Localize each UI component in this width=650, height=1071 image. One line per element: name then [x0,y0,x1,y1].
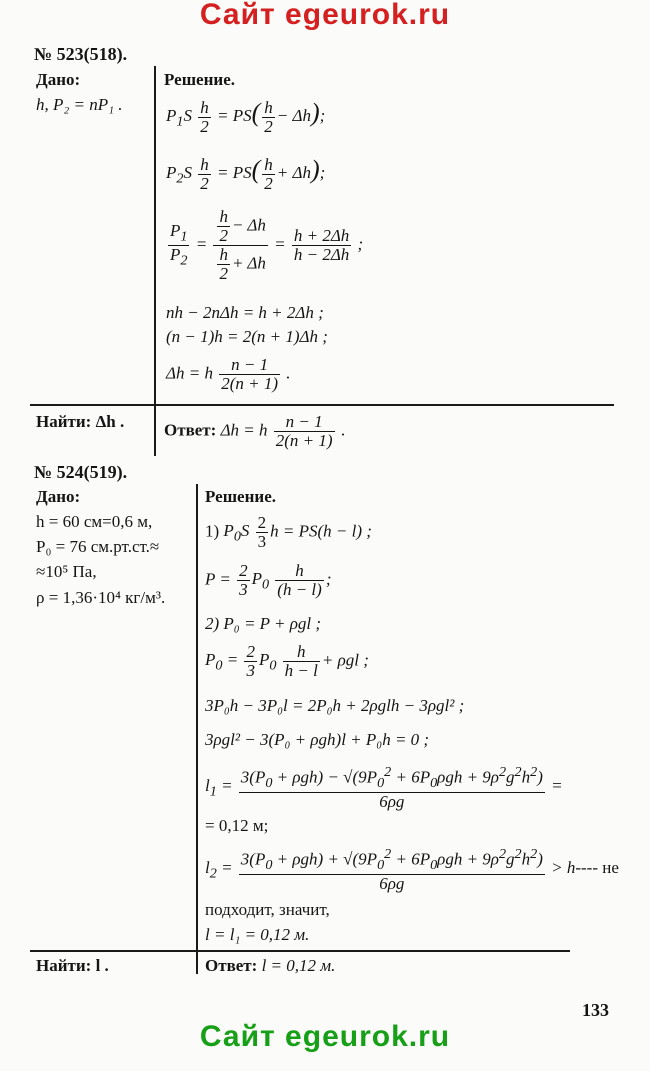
problem-524-eq3: 2) P₀ = P + ρgl ; [205,614,322,633]
problem-524-number: № 524(519). [34,462,128,482]
problem-523-divider-vertical [154,66,156,456]
problem-523-eq5: (n − 1)h = 2(n + 1)Δh ; [166,327,328,346]
problem-523-given-label: Дано: [36,70,81,89]
problem-524-eq7: $l_1$ = $\frac{3(P_0 + \rho gh) - √(9P_0^2 + 6P_0\rho gh + 9\rho^2g^2h^2)}{6\rho g}$ = [205,764,563,812]
problem-524-given-line-3: ≈10⁵ Па, [36,562,97,581]
problem-524-divider-vertical [196,484,198,974]
problem-524-given-label: Дано: [36,487,81,506]
problem-524-divider-horizontal [30,950,570,952]
problem-524-eq8: = 0,12 м; [205,816,269,835]
problem-524-eq5: 3P₀h − 3P₀l = 2P₀h + 2ρglh − 3ρgl² ; [205,696,465,715]
problem-524-eq6: 3ρgl² − 3(P₀ + ρgh)l + P₀h = 0 ; [205,730,430,749]
problem-524-solution-label: Решение. [205,487,276,506]
watermark-top: Сайт egeurok.ru [199,0,451,31]
problem-523-answer: Ответ: Δh = h $\frac{n - 1}{2(n + 1)}$ . [164,412,346,450]
problem-524-eq10: подходит, значит, [205,900,330,919]
problem-524-eq1: 1) $P_0S$ $\frac{2}{3}$ h = PS(h − l) ; [205,513,372,551]
problem-523-divider-horizontal [30,404,614,406]
problem-523-eq1: $P_1S$ $\frac{h}{2}$ = PS( $\frac{h}{2}$ − Δh); [166,97,326,136]
problem-524-eq11: l = l₁ = 0,12 м. [205,925,310,944]
problem-524-given-line-1: h = 60 см=0,6 м, [36,512,153,531]
problem-524-eq4: $P_0$ = $\frac{2}{3}$ $P_0$ $\frac{h}{h - l}$ + ρgl ; [205,642,369,680]
problem-524-given-line-2: P₀ = 76 см.рт.ст.≈ [36,537,160,556]
problem-523-eq4: nh − 2nΔh = h + 2Δh ; [166,303,324,322]
problem-523-given-values: h, P₂ = nP₁ . [36,95,123,114]
problem-523-solution-label: Решение. [164,70,235,89]
problem-523-eq3: $\frac{P_1}{P_2}$ = $\frac{h}{2}$ − Δh $\frac{h}{2}$ + Δh = $\frac{h + 2\Delta h}{h - 2\Delta h}$ ; [170,207,364,283]
problem-524-given-line-4: ρ = 1,36·10⁴ кг/м³. [36,588,166,607]
problem-524-eq2: P = $\frac{2}{3}$ $P_0$ $\frac{h}{(h - l)}$ ; [205,561,332,599]
problem-523-eq6: Δh = h $\frac{n - 1}{2(n + 1)}$ . [166,355,291,393]
problem-524-answer: Ответ: l = 0,12 м. [205,956,336,975]
watermark-bottom: Сайт egeurok.ru [199,1020,451,1053]
problem-524-eq9: $l_2$ = $\frac{3(P_0 + \rho gh) + √(9P_0^2 + 6P_0\rho gh + 9\rho^2g^2h^2)}{6\rho g}$ > h---- не [205,846,619,894]
problem-523-number: № 523(518). [34,44,128,64]
problem-524-find-label: Найти: l . [36,956,109,975]
problem-523-find-label: Найти: Δh . [36,412,125,431]
problem-523-eq2: $P_2S$ $\frac{h}{2}$ = PS( $\frac{h}{2}$ + Δh); [166,154,326,193]
page-number: 133 [582,1000,609,1020]
